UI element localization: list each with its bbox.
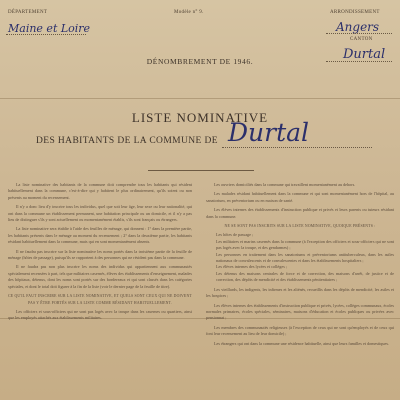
subtitle: DES HABITANTS DE LA COMMUNE DE [36, 136, 218, 146]
title-rule [148, 170, 254, 171]
right-list-item: Les militaires et marins casernés dans la commune (à l'exception des officiers et sous-officiers qui ne sont pas logés avec la troupe, et des gendarmes) ; [216, 238, 394, 251]
right-more-2: Les élèves internes des établissements d'instruction publique et privés, lycées, collèges communaux, écoles normales primaires, écoles spéciales, séminaires, maisons d'éducation et écoles publiques ou privées avec pensionnat ; [206, 302, 394, 321]
departement-value: Maine et Loire [8, 22, 91, 35]
left-last-paragraph: Les officiers et sous-officiers qui ne sont pas logés avec la troupe dans les casernes ou quartiers, ainsi que les employés attachés aux établissements militaires. [8, 308, 192, 321]
canton-value: Durtal [343, 47, 386, 62]
main-title: LISTE NOMINATIVE [131, 110, 269, 125]
left-paragraph-5: Il ne faudra pas non plus inscrire les noms des individus qui appartiennent aux communautés spécialement recensées à part, tels que militaires casernés, élèves des établissements d'enseignement, malades des hôpitaux, détenus, dont les noms sont portés sur des bordereaux et qui sont classés dans les catégories spéciales, et dont le total doit figurer à la fin de la liste (voir le dernier page de la feuille de titre). [8, 264, 192, 289]
departement-line [6, 34, 86, 35]
right-list-item: Les hôtes de passage ; [216, 232, 254, 238]
fold-line-top [0, 98, 400, 99]
right-paragraph-3: Les élèves internes des établissements d'instruction publique et privés et leurs parents ou tuteurs résidant dans la commune. [206, 207, 394, 219]
departement-label: DÉPARTEMENT [8, 10, 48, 15]
right-paragraph-2: Les malades résidant habituellement dans la commune et qui sont momentanément hors de l'hôpital, au sanatorium, en préventorium ou en maison de santé. [206, 191, 394, 203]
right-more-3: Les membres des communautés religieuses (à l'exception de ceux qui ne sont qu'employés et de ceux qui font leur recensement au lieu de leur domicile) ; [206, 324, 394, 337]
left-paragraph-4: Il ne faudra pas inscrire sur la liste nominative les noms portés dans la troisième partie de la feuille de ménage (hôtes de passage), puisqu'ils se rapportent à des personnes qui ne résident pas dans la commune. [8, 248, 192, 261]
right-list-item: Les détenus des maisons centrales de force et de correction, des maisons d'arrêt, de justice et de correction, des dépôts de mendicité et des établissements pénitentiaires ; [216, 270, 394, 283]
right-more-1: Les vieillards, les indigents, les infirmes et les aliénés, recueillis dans les dépôts de mendicité, les asiles et les hospices ; [206, 286, 394, 299]
left-paragraph-1: La liste nominative des habitants de la commune doit comprendre tous les habitants qui résident habituellement dans la commune, c'est-à-dire qui y habitent le plus ordinairement, qu'ils soient ou non présents au moment du recensement. [8, 182, 192, 200]
right-list-item: Les élèves internes des lycées et collèges ; [216, 264, 288, 270]
right-heading: NE SE SONT PAS INSCRITS SUR LA LISTE NOMINATIVE, QUOIQUE PRÉSENTS : [224, 224, 376, 229]
commune-line [222, 147, 372, 148]
census-title: DÉNOMBREMENT DE 1946. [146, 57, 254, 66]
commune-value: Durtal [228, 118, 310, 147]
right-more-4: Les étrangers qui ont dans la commune une résidence habituelle, ainsi que leurs familles et domestiques. [214, 340, 390, 346]
arrondissement-value: Angers [336, 20, 380, 34]
right-column [206, 182, 394, 396]
right-list [206, 232, 394, 283]
modele-label: Modèle n° 9. [174, 10, 204, 15]
left-heading: CE QU'IL FAUT INSCRIRE SUR LA LISTE NOMINATIVE, ET QUELS SONT CEUX QUI NE DOIVENT PAS Y ÊTRE PORTÉS SUR LA LISTE COMME RÉSIDANT HABITUELLEMENT. [8, 294, 192, 305]
left-column [8, 182, 192, 396]
left-paragraph-2: Il n'y a donc lieu d'y inscrire tous les individus, quel que soit leur âge, leur sexe ou leur nationalité, qui ont dans la commune un établissement permanent, une habitation principale ou un domicile, et il n'y a pas lieu de distinguer s'ils y sont actuellement ou momentanément établis, s'ils sont français ou étrangers. [8, 204, 192, 223]
right-paragraph-1: Les ouvriers domiciliés dans la commune qui travaillent momentanément au dehors. [214, 182, 356, 187]
left-paragraph-3: La liste nominative sera établie à l'aide des feuilles de ménage, qui donnent : 1° dans la première partie, les habitants présents dans le ménage au moment du recensement ; 2° dans la deuxième partie, les habitants résidant habituellement dans la commune, mais qui en sont momentanément absents. [8, 226, 192, 245]
right-list-item: Les personnes en traitement dans les sanatoriums et préventoriums antituberculeux, dans les asiles nationaux de convalescents et de convalescentes et dans les établissements hospitaliers ; [216, 251, 394, 264]
arrondissement-line [326, 33, 392, 34]
arrondissement-label: ARRONDISSEMENT [330, 10, 380, 15]
canton-label: CANTON [350, 37, 373, 42]
